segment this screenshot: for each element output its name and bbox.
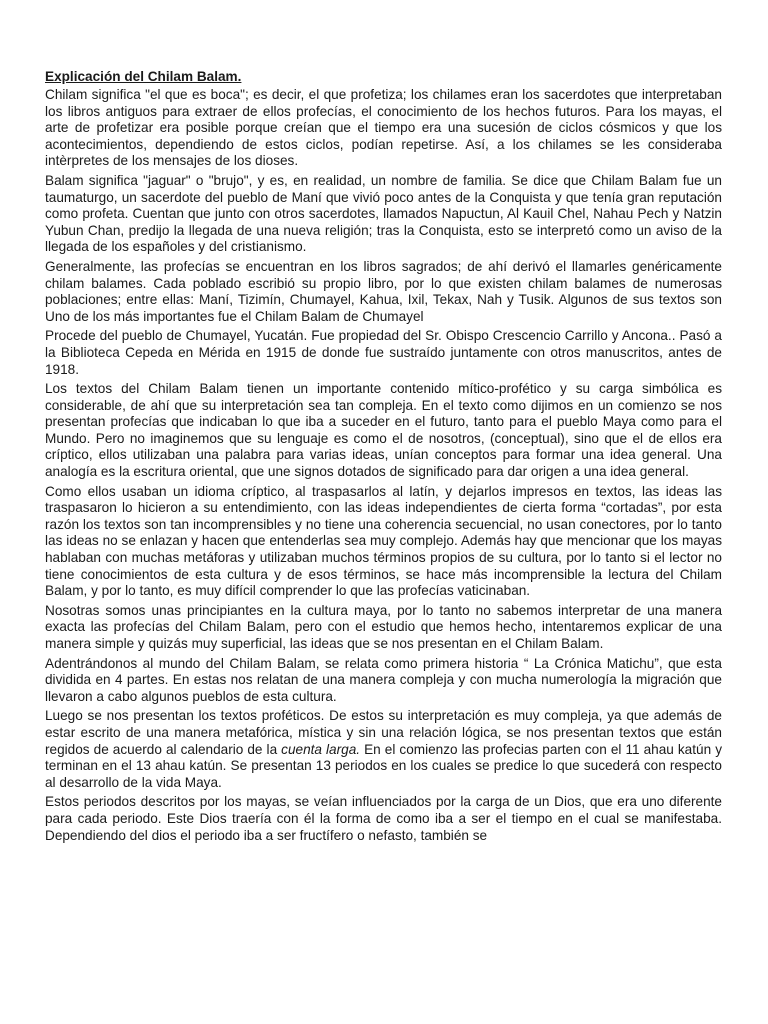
cuenta-larga-italic: cuenta larga.: [281, 741, 361, 757]
paragraph-cronica-matichu: Adentrándonos al mundo del Chilam Balam, se relata como primera historia “ La Crónica Matichu”, que esta dividida en 4 partes. En estas nos relatan de una manera compleja y con mucha numerología la migración que llevaron a cabo algunos pueblos de esta cultura.: [45, 655, 722, 704]
paragraph-mythic-content: Los textos del Chilam Balam tienen un importante contenido mítico-profético y su carga simbólica es considerable, de ahí que su interpretación sea tan compleja. En el texto como dijimos en un comienzo se nos presentan profecías que indicaban lo que iba a suceder en el futuro, tanto para el pueblo Maya como para el Mundo. Pero no imaginemos que su lenguaje es como el de nosotros, (conceptual), sino que el de ellos era críptico, ellos utilizaban una palabra para varias ideas, unían conceptos para formar una idea general. Una analogía es la escritura oriental, que une signos dotados de significado para dar origen a una idea general.: [45, 381, 722, 480]
paragraph-periods: Estos periodos descritos por los mayas, se veían influenciados por la carga de un Dios, que era uno diferente para cada periodo. Este Dios traería con él la forma de como iba a ser el tiempo en el cual se manifestaba. Dependiendo del dios el periodo iba a ser fructífero o nefasto, también se: [45, 794, 722, 843]
paragraph-cryptic-language: Como ellos usaban un idioma críptico, al traspasarlos al latín, y dejarlos impresos en textos, las ideas las traspasaron lo hicieron a su entendimiento, con las ideas independientes de cierta forma “cortadas”, por esta razón los textos son tan incomprensibles y no tiene una coherencia secuencial, no usan conectores, por lo tanto las ideas no se enlazan y hacen que entenderlas sea muy complejo. Además hay que mencionar que los mayas hablaban con muchas metáforas y utilizaban muchos términos propios de su cultura, por lo tanto si el lector no tiene conocimientos de esta cultura y de esos términos, se hace más incomprensible la lectura del Chilam Balam, y por lo tanto, es muy difícil comprender lo que las profecías vaticinaban.: [45, 483, 722, 599]
paragraph-beginners: Nosotras somos unas principiantes en la cultura maya, por lo tanto no sabemos interpretar de una manera exacta las profecías del Chilam Balam, pero con el estudio que hemos hecho, intentaremos explicar de una manera simple y quizás muy superficial, las ideas que se nos presentan en el Chilam Balam.: [45, 602, 722, 651]
document-page: [45, 68, 722, 844]
paragraph-balam-meaning: Balam significa "jaguar" o "brujo", y es, en realidad, un nombre de familia. Se dice que Chilam Balam fue un taumaturgo, un sacerdote del pueblo de Maní que vivió poco antes de la Conquista y que tenía gran reputación como profeta. Cuentan que junto con otros sacerdotes, llamados Napuctun, Al Kauil Chel, Nahau Pech y Natzin Yubun Chan, predijo la llegada de una nueva religión; tras la Conquista, esto se interpretó como un aviso de la llegada de los españoles y del cristianismo.: [45, 172, 722, 255]
prophetic-text-start: Luego se nos presentan los textos proféticos. De estos su interpretación es muy compleja, ya que además de estar escrito de una manera metafórica, mística y sin una relación lógica, se nos presentan textos que están regidos de acuerdo al calendario de la: [45, 708, 722, 757]
paragraph-sacred-books: Generalmente, las profecías se encuentran en los libros sagrados; de ahí derivó el llamarles genéricamente chilam balames. Cada poblado escribió su propio libro, por lo que existen chilam balames de numerosas poblaciones; entre ellas: Maní, Tizimín, Chumayel, Kahua, Ixil, Tekax, Nah y Tusik. Algunos de sus textos son Uno de los más importantes fue el Chilam Balam de Chumayel: [45, 258, 722, 324]
paragraph-prophetic-texts: [45, 708, 722, 791]
paragraph-chilam-meaning: Chilam significa "el que es boca"; es decir, el que profetiza; los chilames eran los sacerdotes que interpretaban los libros antiguos para extraer de ellos profecías, el conocimiento de los hechos futuros. Para los mayas, el arte de profetizar era posible porque creían que el tiempo era una sucesión de ciclos cósmicos y que los acontecimientos, dependiendo de estos ciclos, podían repetirse. Así, a los chilames se les consideraba intèrpretes de los mensajes de los dioses.: [45, 87, 722, 169]
prophetic-text-end: En el comienzo las profecias parten con el 11 ahau katún y terminan en el 13 ahau katún. Se presentan 13 periodos en los cuales se predice lo que sucederá con respecto al desarrollo de la vida Maya.: [45, 741, 722, 790]
paragraph-chumayel-origin: Procede del pueblo de Chumayel, Yucatán. Fue propiedad del Sr. Obispo Crescencio Carrillo y Ancona.. Pasó a la Biblioteca Cepeda en Mérida en 1915 de donde fue sustraído juntamente con otros manuscritos, antes de 1918.: [45, 328, 722, 377]
document-title: Explicación del Chilam Balam.: [45, 69, 242, 84]
